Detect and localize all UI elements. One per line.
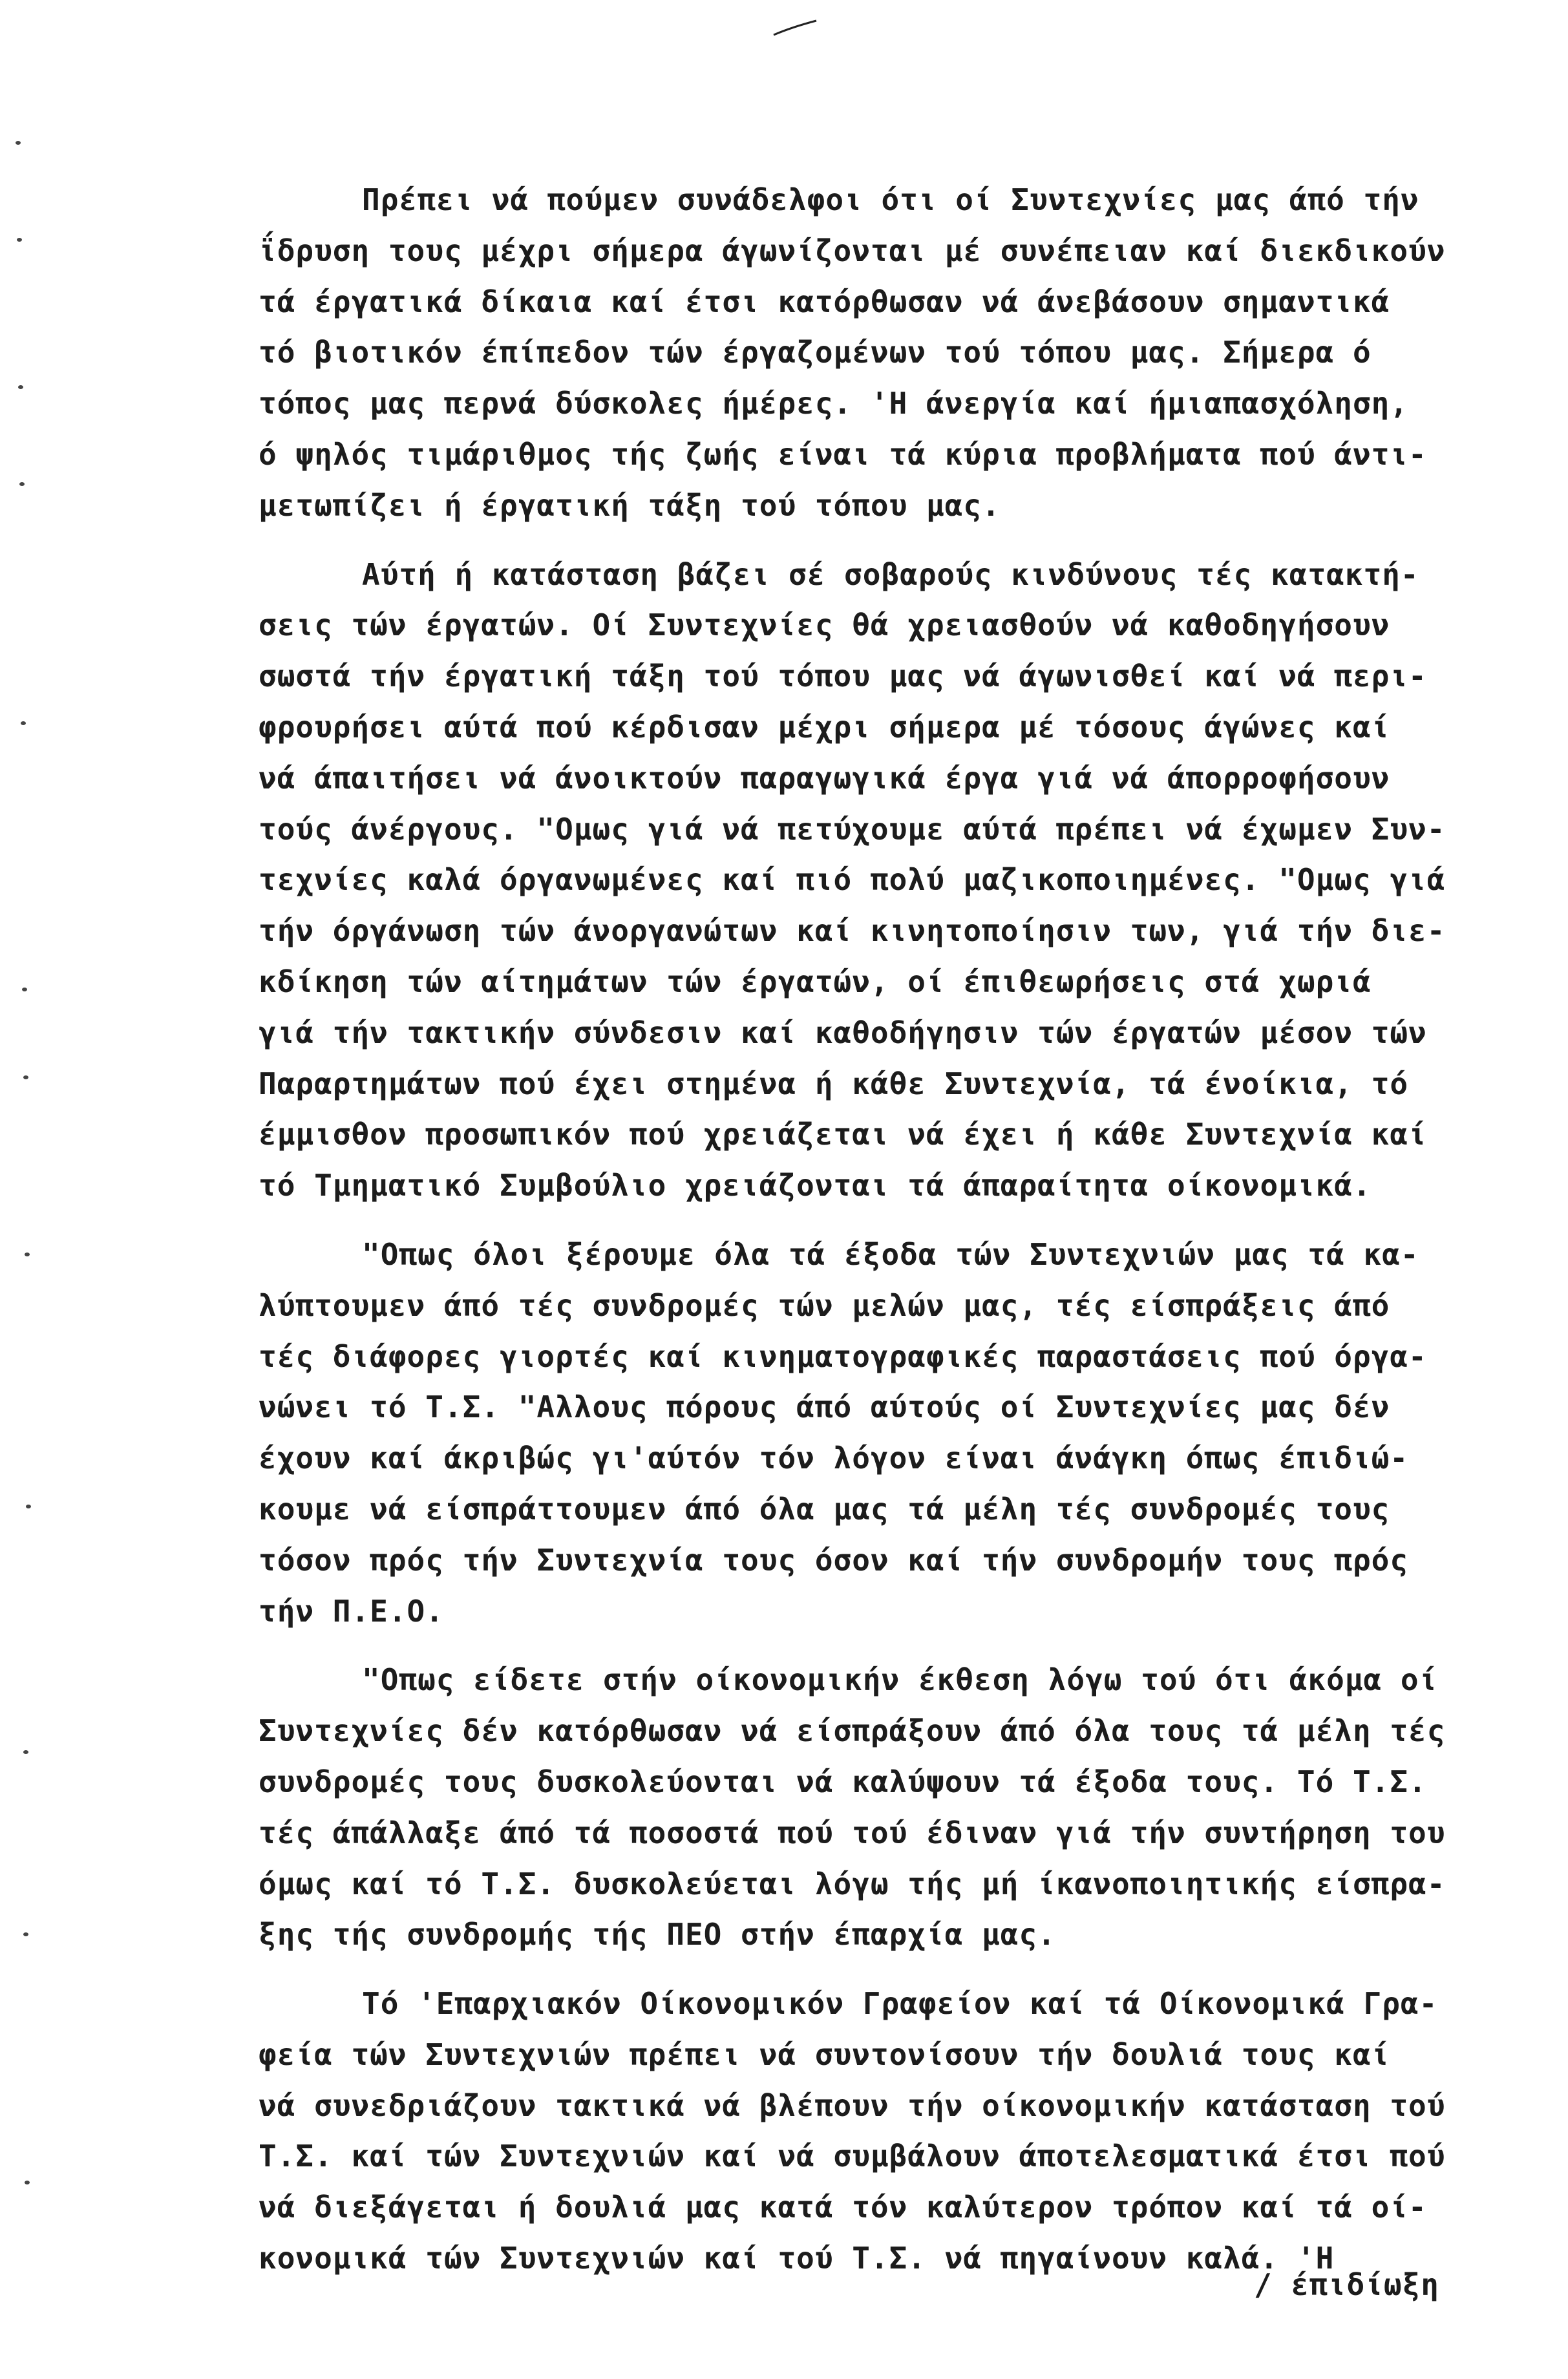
paragraph-4 [259,1655,1532,1960]
text-line: τό βιοτικόν έπίπεδον τών έργαζομένων τού τόπου μας. Σήμερα ό [259,335,1372,370]
text-line: νώνει τό Τ.Σ. "Αλλους πόρους άπό αύτούς οί Συντεχνίες μας δέν [259,1390,1390,1425]
text-line: "Οπως όλοι ξέρουμε όλα τά έξοδα τών Συντεχνιών μας τά κα- [362,1236,1419,1272]
paragraph-1 [259,174,1532,531]
scan-speck [19,482,25,486]
text-line: τόπος μας περνά δύσκολες ήμέρες. 'Η άνεργία καί ήμιαπασχόληση, [259,386,1409,421]
text-line: γιά τήν τακτικήν σύνδεσιν καί καθοδήγησιν τών έργατών μέσον τών [259,1015,1427,1050]
text-line: όμως καί τό Τ.Σ. δυσκολεύεται λόγω τής μή ίκανοποιητικής είσπρα- [259,1866,1446,1901]
text-line: τούς άνέργους. "Ομως γιά νά πετύχουμε αύτά πρέπει νά έχωμεν Συν- [259,811,1446,847]
text-line: Αύτή ή κατάσταση βάζει σέ σοβαρούς κινδύνους τές κατακτή- [362,556,1419,592]
scan-speck [17,238,22,242]
text-line: ΐδρυση τους μέχρι σήμερα άγωνίζονται μέ συνέπειαν καί διεκδικούν [259,233,1446,268]
scan-speck [25,1253,30,1256]
scan-speck [23,1932,28,1936]
scan-speck [23,1075,28,1079]
text-line: Πρέπει νά πούμεν συνάδελφοι ότι οί Συντεχνίες μας άπό τήν [362,182,1419,217]
scan-speck [26,1505,31,1508]
text-line: φεία τών Συντεχνιών πρέπει νά συντονίσουν τήν δουλιά τους καί [259,2036,1390,2072]
text-line: τήν όργάνωση τών άνοργανώτων καί κινητοποίησιν των, γιά τήν διε- [259,913,1446,949]
text-line: Παραρτημάτων πού έχει στημένα ή κάθε Συντεχνία, τά ένοίκια, τό [259,1066,1409,1101]
text-line: φρουρήσει αύτά πού κέρδισαν μέχρι σήμερα μέ τόσους άγώνες καί [259,709,1390,745]
text-line: κουμε νά είσπράττουμεν άπό όλα μας τά μέλη τές συνδρομές τους [259,1491,1390,1527]
paragraph-2 [259,549,1532,1211]
pen-stroke-mark [772,18,818,37]
continuation-word: / έπιδίωξη [1254,2267,1439,2302]
text-line: νά άπαιτήσει νά άνοικτούν παραγωγικά έργα γιά νά άπορροφήσουν [259,760,1390,796]
text-line: λύπτουμεν άπό τές συνδρομές τών μελών μας, τές είσπράξεις άπό [259,1287,1390,1323]
text-line: συνδρομές τους δυσκολεύονται νά καλύψουν τά έξοδα τους. Τό Τ.Σ. [259,1764,1427,1799]
scan-speck [18,385,23,389]
scan-speck [23,1750,28,1754]
typed-text-body [259,174,1532,2284]
text-line: σεις τών έργατών. Οί Συντεχνίες θά χρειασθούν νά καθοδηγήσουν [259,608,1390,643]
text-line: τό Τμηματικό Συμβούλιο χρειάζονται τά άπαραίτητα οίκονομικά. [259,1168,1372,1203]
text-line: έχουν καί άκριβώς γι'αύτόν τόν λόγον είναι άνάγκη όπως έπιδιώ- [259,1441,1409,1476]
text-line: τόσον πρός τήν Συντεχνία τους όσον καί τήν συνδρομήν τους πρός [259,1542,1409,1578]
text-line: Τ.Σ. καί τών Συντεχνιών καί νά συμβάλουν άποτελεσματικά έτσι πού [259,2139,1446,2174]
text-line: έμμισθον προσωπικόν πού χρειάζεται νά έχει ή κάθε Συντεχνία καί [259,1117,1427,1152]
scan-speck [21,721,26,725]
text-line: νά διεξάγεται ή δουλιά μας κατά τόν καλύτερον τρόπον καί τά οί- [259,2190,1427,2225]
scan-speck [25,2181,30,2184]
paragraph-5 [259,1978,1532,2284]
text-line: Συντεχνίες δέν κατόρθωσαν νά είσπράξουν άπό όλα τους τά μέλη τές [259,1713,1446,1749]
paragraph-3 [259,1229,1532,1636]
text-line: κδίκηση τών αίτημάτων τών έργατών, οί έπιθεωρήσεις στά χωριά [259,964,1372,999]
text-line: τεχνίες καλά όργανωμένες καί πιό πολύ μαζικοποιημένες. "Ομως γιά [259,862,1446,898]
scan-speck [22,988,27,991]
text-line: τές άπάλλαξε άπό τά ποσοστά πού τού έδιναν γιά τήν συντήρηση του [259,1815,1446,1850]
text-line: τήν Π.Ε.Ο. [259,1593,444,1629]
text-line: τές διάφορες γιορτές καί κινηματογραφικές παραστάσεις πού όργα- [259,1338,1427,1374]
text-line: νά συνεδριάζουν τακτικά νά βλέπουν τήν οίκονομικήν κατάσταση τού [259,2088,1446,2123]
text-line: "Οπως είδετε στήν οίκονομικήν έκθεση λόγω τού ότι άκόμα οί [362,1662,1438,1698]
text-line: τά έργατικά δίκαια καί έτσι κατόρθωσαν νά άνεβάσουν σημαντικά [259,284,1390,319]
text-line: ό ψηλός τιμάριθμος τής ζωής είναι τά κύρια προβλήματα πού άντι- [259,436,1427,472]
text-line: κονομικά τών Συντεχνιών καί τού Τ.Σ. νά πηγαίνουν καλά. 'Η [259,2241,1335,2276]
text-line: Τό 'Επαρχιακόν Οίκονομικόν Γραφείον καί τά Οίκονομικά Γρα- [362,1986,1438,2022]
text-line: ξης τής συνδρομής τής ΠΕΟ στήν έπαρχία μας. [259,1917,1056,1952]
scan-speck [16,141,21,145]
text-line: σωστά τήν έργατική τάξη τού τόπου μας νά άγωνισθεί καί νά περι- [259,659,1427,694]
text-line: μετωπίζει ή έργατική τάξη τού τόπου μας. [259,487,1001,523]
